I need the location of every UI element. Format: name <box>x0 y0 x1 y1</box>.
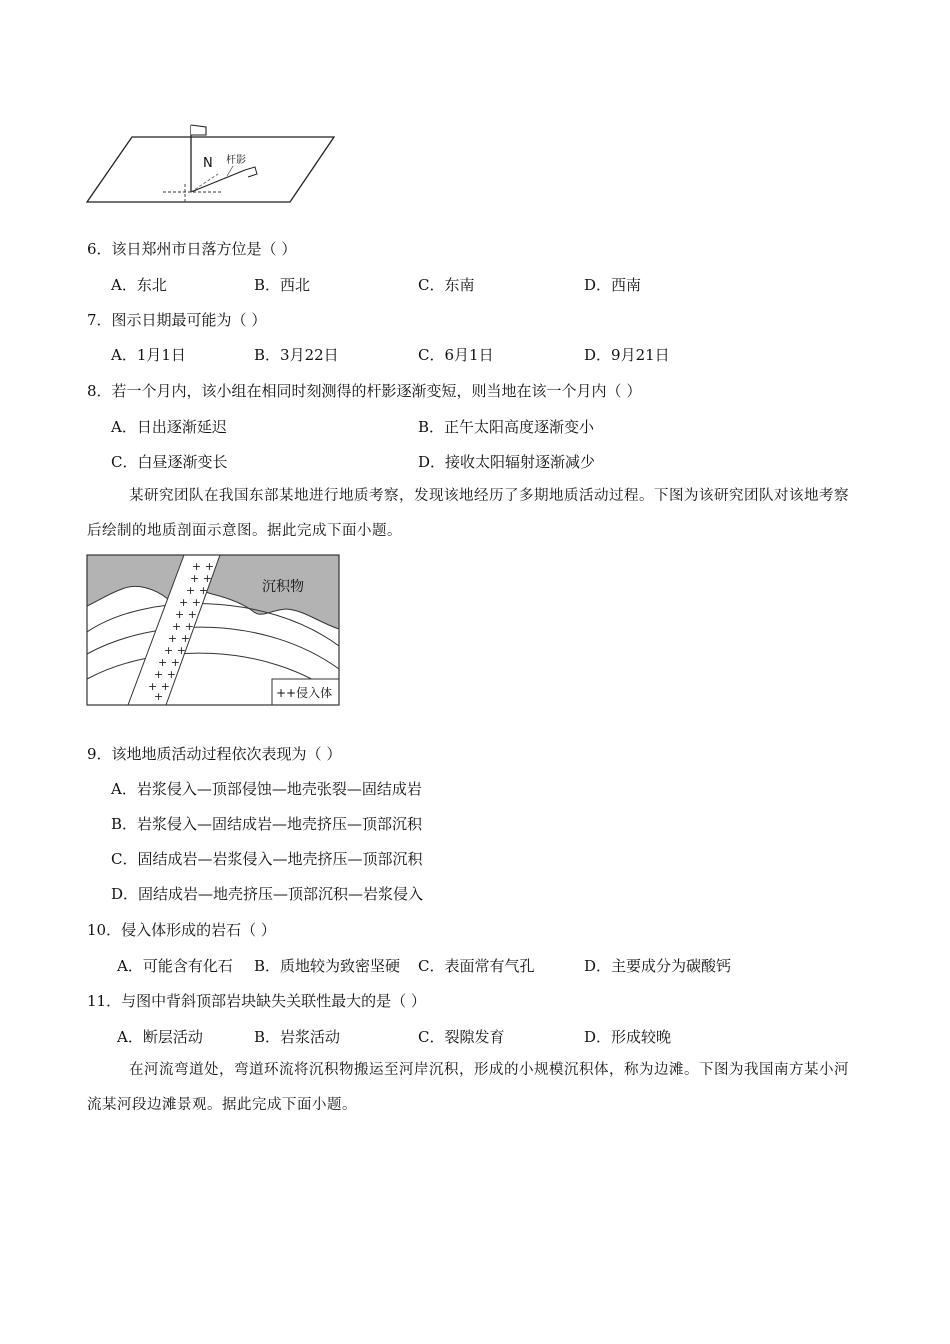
passage-river <box>87 1053 857 1123</box>
question-7-stem: 7．图示日期最可能为（ ） <box>87 311 267 329</box>
question-8-option-b[interactable]: B．正午太阳高度逐渐变小 <box>418 418 595 436</box>
svg-text:+ +: + + <box>164 644 186 657</box>
question-6-stem: 6．该日郑州市日落方位是（ ） <box>87 240 297 258</box>
question-6-option-c[interactable]: C．东南 <box>418 276 475 294</box>
svg-text:+ +: + + <box>158 656 180 669</box>
svg-text:+ +: + + <box>186 584 208 597</box>
passage-geology <box>87 479 857 549</box>
shadow-label: 杆影 <box>226 155 246 166</box>
question-10-option-d[interactable]: D．主要成分为碳酸钙 <box>584 957 732 975</box>
question-6-option-a[interactable]: A．东北 <box>111 276 167 294</box>
question-10-option-a[interactable]: A．可能含有化石 <box>117 957 233 975</box>
svg-text:+: + <box>154 690 164 703</box>
svg-text:+ +: + + <box>192 560 214 573</box>
question-11-stem: 11．与图中背斜顶部岩块缺失关联性最大的是（ ） <box>87 992 426 1010</box>
question-7-option-d[interactable]: D．9月21日 <box>584 346 670 364</box>
question-11-option-b[interactable]: B．岩浆活动 <box>254 1028 341 1046</box>
question-8-option-c[interactable]: C．白昼逐渐变长 <box>111 453 228 471</box>
question-9-option-a[interactable]: A．岩浆侵入—顶部侵蚀—地壳张裂—固结成岩 <box>111 780 422 798</box>
question-10-option-b[interactable]: B．质地较为致密坚硬 <box>254 957 401 975</box>
legend-label: ++侵入体 <box>276 686 333 700</box>
svg-text:+ +: + + <box>190 572 212 585</box>
question-8-option-d[interactable]: D．接收太阳辐射逐渐减少 <box>418 453 596 471</box>
passage-geology-text: 某研究团队在我国东部某地进行地质考察，发现该地经历了多期地质活动过程。下图为该研究团队对该地考察后绘制的地质剖面示意图。据此完成下面小题。 <box>87 488 849 539</box>
question-6-option-b[interactable]: B．西北 <box>254 276 311 294</box>
sediment-label: 沉积物 <box>262 579 304 595</box>
question-7-option-b[interactable]: B．3月22日 <box>254 346 339 364</box>
question-8-option-a[interactable]: A．日出逐渐延迟 <box>111 418 227 436</box>
svg-text:+ +: + + <box>179 596 201 609</box>
question-7-option-c[interactable]: C．6月1日 <box>418 346 494 364</box>
svg-text:+ +: + + <box>154 668 176 681</box>
question-10-option-c[interactable]: C．表面常有气孔 <box>418 957 535 975</box>
passage-river-text: 在河流弯道处，弯道环流将沉积物搬运至河岸沉积，形成的小规模沉积体，称为边滩。下图为我国南方某小河流某河段边滩景观。据此完成下面小题。 <box>87 1062 849 1113</box>
question-10-stem: 10．侵入体形成的岩石（ ） <box>87 921 276 939</box>
svg-text:+ +: + + <box>175 608 197 621</box>
pole-shadow-figure <box>85 122 340 207</box>
svg-text:+ +: + + <box>172 620 194 633</box>
question-9-stem: 9．该地地质活动过程依次表现为（ ） <box>87 745 342 763</box>
question-9-option-c[interactable]: C．固结成岩—岩浆侵入—地壳挤压—顶部沉积 <box>111 850 423 868</box>
pole-flag <box>191 125 206 135</box>
question-7-option-a[interactable]: A．1月1日 <box>111 346 186 364</box>
question-11-option-d[interactable]: D．形成较晚 <box>584 1028 672 1046</box>
question-11-option-a[interactable]: A．断层活动 <box>117 1028 203 1046</box>
shadow-label-leader <box>227 166 233 176</box>
question-11-option-c[interactable]: C．裂隙发育 <box>418 1028 505 1046</box>
north-label: N <box>203 156 213 171</box>
question-9-option-d[interactable]: D．固结成岩—地壳挤压—顶部沉积—岩浆侵入 <box>111 885 424 903</box>
geological-section-figure <box>86 554 340 706</box>
shadow-flag <box>245 167 257 177</box>
svg-text:+ +: + + <box>148 680 170 693</box>
question-6-option-d[interactable]: D．西南 <box>584 276 642 294</box>
question-8-stem: 8．若一个月内，该小组在相同时刻测得的杆影逐渐变短，则当地在该一个月内（ ） <box>87 382 642 400</box>
svg-text:+ +: + + <box>168 632 190 645</box>
question-9-option-b[interactable]: B．岩浆侵入—固结成岩—地壳挤压—顶部沉积 <box>111 815 423 833</box>
shadow-line <box>191 170 245 192</box>
rock-layer-2 <box>87 627 339 669</box>
